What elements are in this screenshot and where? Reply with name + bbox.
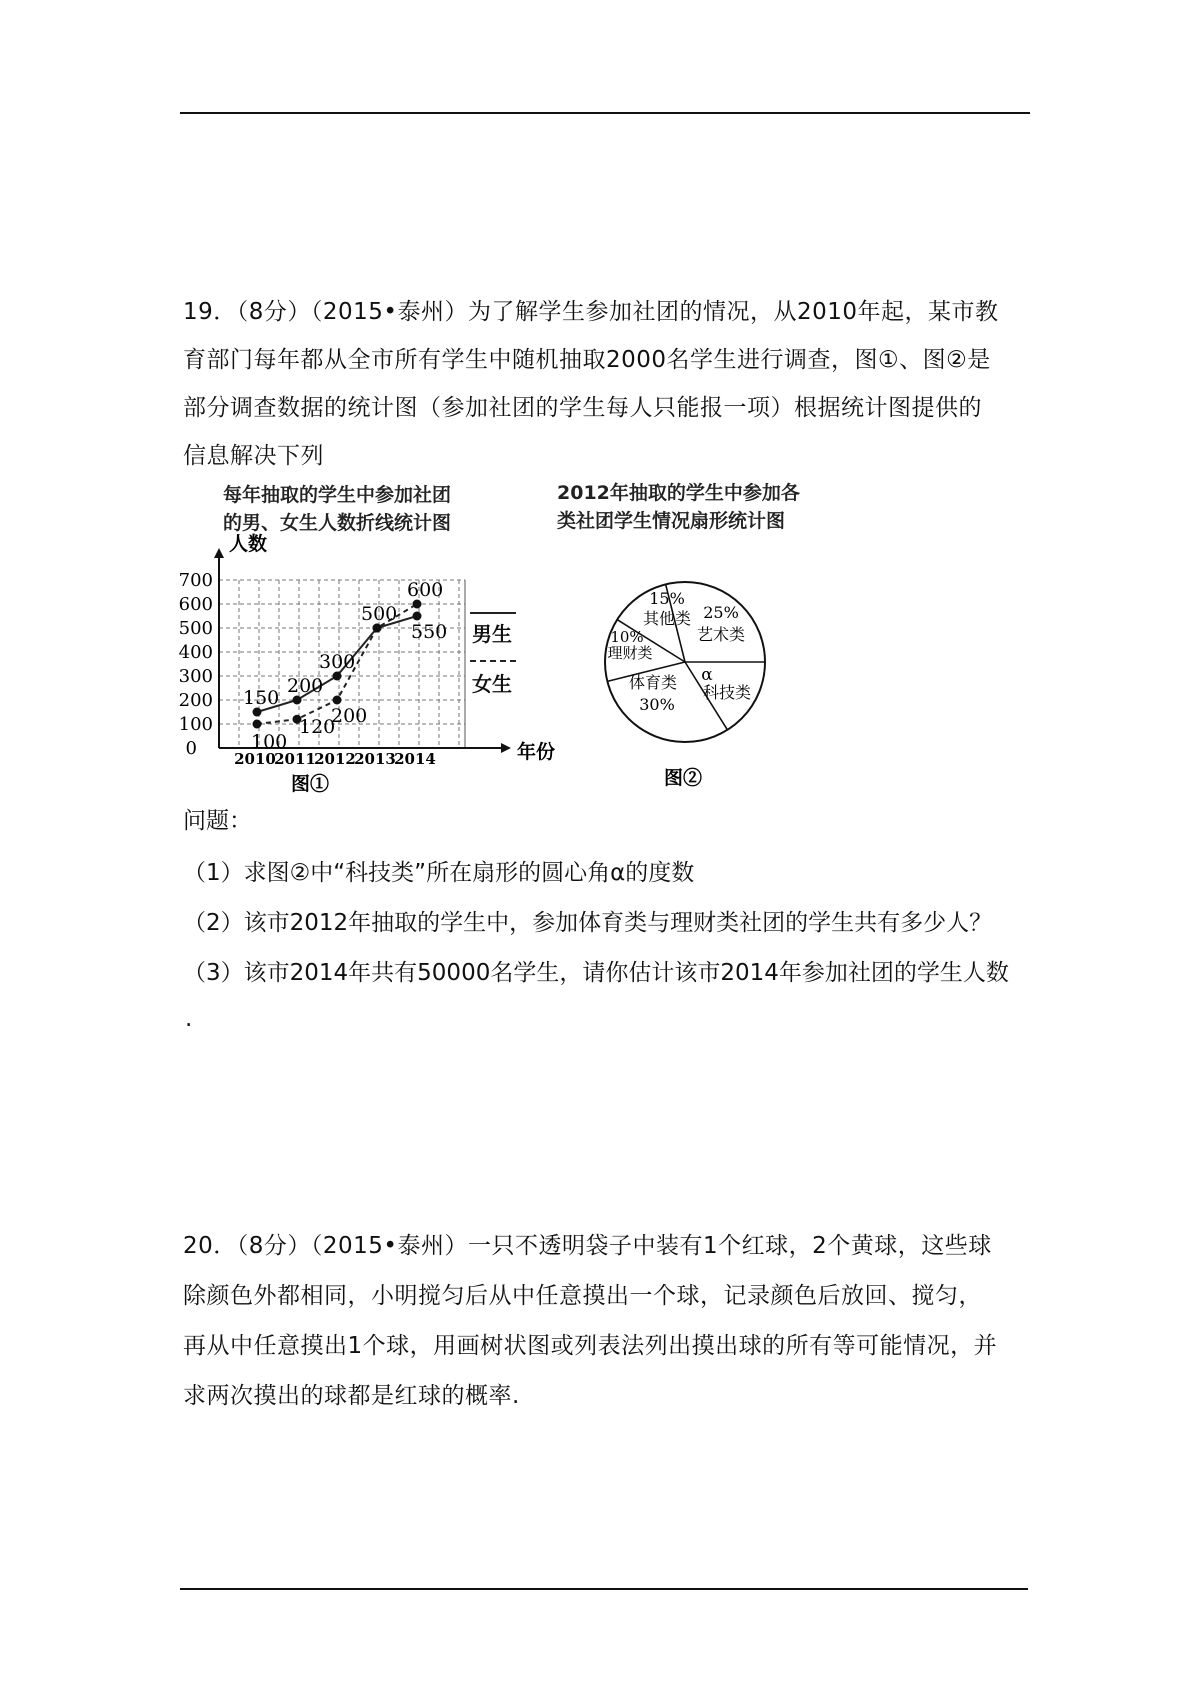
- x-tick-label: 2014: [394, 750, 436, 768]
- slice-label-other: 其他类: [642, 609, 692, 628]
- question-20: [183, 1221, 1033, 1421]
- questions-label: 问题：: [183, 808, 252, 834]
- chart1-legend: [468, 608, 538, 708]
- legend-solid-swatch: [470, 612, 516, 614]
- slice-alpha: α: [701, 665, 713, 685]
- pie-chart-svg: [555, 478, 805, 798]
- data-label: 100: [251, 731, 288, 753]
- q20-line: 求两次摸出的球都是红球的概率.: [183, 1383, 520, 1409]
- x-tick-label: 2012: [314, 750, 356, 768]
- y-axis-arrow-icon: [214, 548, 224, 558]
- slice-percent-art: 25%: [703, 603, 739, 622]
- chart2-title-line1: 2012年抽取的学生中参加各: [557, 482, 800, 504]
- slice-label-tech: 科技类: [702, 683, 752, 702]
- trailing-dot: .: [185, 1006, 193, 1032]
- header-rule: [180, 112, 1030, 114]
- footer-rule: [180, 1588, 1028, 1590]
- x-axis-label: 年份: [517, 741, 556, 763]
- y-tick-label: 300: [178, 666, 213, 687]
- q19-line: 19．（8分）（2015•泰州）为了解学生参加社团的情况，从2010年起，某市教: [183, 299, 999, 325]
- female-point: [333, 696, 342, 705]
- y-tick-label: 100: [178, 714, 213, 735]
- slice-label-sports: 体育类: [628, 673, 678, 692]
- y-tick-label: 200: [178, 690, 213, 711]
- y-tick-label: 400: [178, 642, 213, 663]
- slice-percent-other: 15%: [649, 589, 685, 608]
- chart1-title-line1: 每年抽取的学生中参加社团: [223, 484, 452, 506]
- chart1-title-line2: 的男、女生人数折线统计图: [223, 512, 452, 534]
- origin-label: 0: [185, 738, 197, 759]
- y-axis-label: 人数: [229, 533, 268, 555]
- male-point: [413, 612, 422, 621]
- data-label: 500: [361, 603, 398, 625]
- data-label: 600: [407, 579, 444, 601]
- figure-2-pie-chart: [555, 478, 805, 798]
- female-point: [253, 720, 262, 729]
- x-tick-label: 2013: [354, 750, 396, 768]
- data-label: 150: [243, 687, 280, 709]
- chart2-caption: 图②: [663, 767, 703, 789]
- sub-question-1: （1）求图②中“科技类”所在扇形的圆心角α的度数: [183, 860, 695, 886]
- slice-percent-sports: 30%: [639, 695, 675, 714]
- q19-line: 育部门每年都从全市所有学生中随机抽取2000名学生进行调查，图①、图②是: [183, 347, 991, 373]
- chart2-title-line2: 类社团学生情况扇形统计图: [557, 510, 786, 532]
- q20-line: 再从中任意摸出1个球，用画树状图或列表法列出摸出球的所有等可能情况，并: [183, 1333, 998, 1359]
- y-tick-label: 700: [178, 570, 213, 591]
- legend-male-label: 男生: [472, 622, 512, 646]
- y-tick-label: 500: [178, 618, 213, 639]
- q20-line: 20．（8分）（2015•泰州）一只不透明袋子中装有1个红球，2个黄球，这些球: [183, 1233, 992, 1259]
- slice-percent-finance: 10%: [610, 628, 644, 646]
- legend-dashed-swatch: [470, 660, 516, 662]
- q19-line: 部分调查数据的统计图（参加社团的学生每人只能报一项）根据统计图提供的: [183, 395, 982, 421]
- data-label: 200: [331, 705, 368, 727]
- question-19: [183, 288, 1033, 480]
- x-tick-label: 2010: [234, 750, 276, 768]
- q19-line: 信息解决下列: [183, 443, 324, 469]
- data-label: 300: [319, 651, 356, 673]
- q20-line: 除颜色外都相同，小明搅匀后从中任意摸出一个球，记录颜色后放回、搅匀，: [183, 1283, 982, 1309]
- chart1-caption: 图①: [291, 773, 330, 795]
- slice-label-art: 艺术类: [696, 625, 746, 644]
- legend-female-label: 女生: [472, 672, 512, 696]
- slice-label-finance: 理财类: [607, 644, 653, 662]
- y-tick-label: 600: [178, 594, 213, 615]
- sub-question-3: （3）该市2014年共有50000名学生，请你估计该市2014年参加社团的学生人数: [183, 960, 1009, 986]
- data-label: 120: [299, 716, 336, 739]
- data-label: 200: [287, 675, 324, 697]
- data-label: 550: [411, 621, 448, 643]
- x-axis-arrow-icon: [501, 743, 511, 753]
- sub-question-2: （2）该市2012年抽取的学生中，参加体育类与理财类社团的学生共有多少人？: [183, 910, 993, 936]
- x-tick-label: 2011: [274, 750, 316, 768]
